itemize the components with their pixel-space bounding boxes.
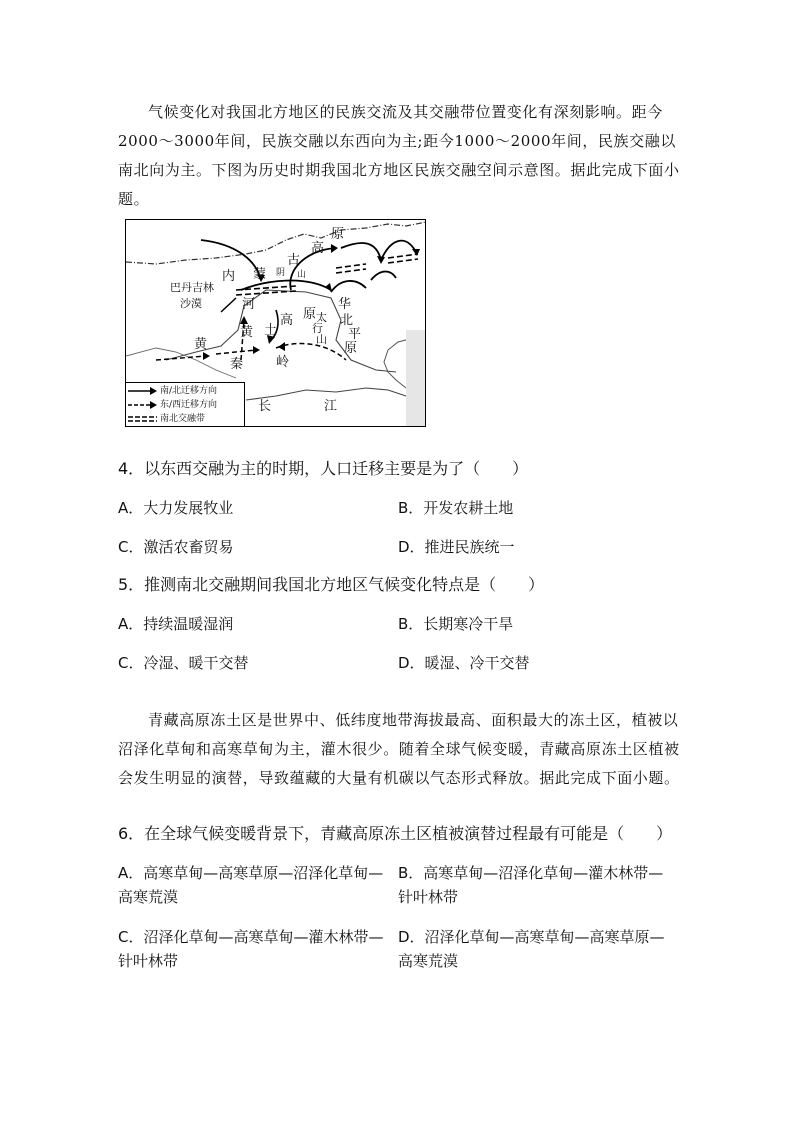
question-5-option-d[interactable]: D．暖湿、冷干交替 xyxy=(398,654,530,672)
map-label: 原 xyxy=(344,341,358,356)
ew-arrow-1 xyxy=(156,356,206,360)
question-6-option-b[interactable]: B．高寒草甸—沼泽化草甸—灌木林带—针叶林带 xyxy=(398,864,664,906)
map-label: 岭 xyxy=(276,355,290,370)
map-label: 山 xyxy=(297,270,307,280)
ns-arrow-6 xyxy=(331,281,366,292)
map-label: 山 xyxy=(316,333,327,346)
map-label: 蒙 xyxy=(253,267,267,282)
fusion-belt-3 xyxy=(388,254,418,263)
map-label: 行 xyxy=(312,322,323,335)
ns-arrow-9 xyxy=(221,298,236,312)
map-label: 平 xyxy=(348,327,362,342)
map-label: 河 xyxy=(242,297,256,312)
map-label: 内 xyxy=(222,269,236,284)
map-label: 土 xyxy=(264,323,278,338)
legend-label-ns: 南/北迁移方向 xyxy=(160,386,218,396)
ew-arrow-2 xyxy=(216,350,256,354)
province-line xyxy=(126,348,236,378)
question-6-stem: 6．在全球气候变暖背景下，青藏高原冻土区植被演替过程最有可能是（ ） xyxy=(118,824,673,843)
question-6-option-a[interactable]: A．高寒草甸—高寒草原—沼泽化草甸—高寒荒漠 xyxy=(118,864,384,906)
legend-label-ew: 东/西迁移方向 xyxy=(160,400,218,410)
map-label: 阴 xyxy=(276,268,286,278)
intro-paragraph-2: 青藏高原冻土区是世界中、低纬度地带海拔最高、面积最大的冻土区，植被以沼泽化草甸和高寒草甸为主，灌木很少。随着全球气候变暖，青藏高原冻土区植被会发生明显的演替，导致蕴藏的大量有机碳以气态形式释放。据此完成下面小题。 xyxy=(118,711,680,787)
question-4-option-d[interactable]: D．推进民族统一 xyxy=(398,538,515,556)
ns-arrow-7 xyxy=(371,272,396,281)
map-legend xyxy=(126,382,245,427)
map-label: 黄 xyxy=(194,337,208,352)
question-4-stem: 4．以东西交融为主的时期，人口迁移主要是为了（ ） xyxy=(118,459,529,478)
map-label: 原 xyxy=(331,227,345,242)
question-4-option-a[interactable]: A．大力发展牧业 xyxy=(118,499,234,517)
map-label: 北 xyxy=(340,313,354,328)
legend-label-belt: 南北交融带 xyxy=(160,414,206,424)
question-5-option-b[interactable]: B．长期寒冷干旱 xyxy=(398,615,514,633)
map-label: 古 xyxy=(287,253,301,268)
map-label: 高 xyxy=(280,313,294,328)
map-label: 秦 xyxy=(230,357,244,372)
map-label: 黄 xyxy=(240,325,254,340)
intro-paragraph-1: 气候变化对我国北方地区的民族交流及其交融带位置变化有深刻影响。距今2000～3000年间，民族交融以东西向为主;距今1000～2000年间，民族交融以南北向为主。下图为历史时期我国北方地区民族交融空间示意图。据此完成下面小题。 xyxy=(118,103,680,208)
map-label: 华 xyxy=(338,297,352,312)
question-5-option-a[interactable]: A．持续温暖湿润 xyxy=(118,615,234,633)
ns-arrow-4 xyxy=(341,243,381,260)
map-label: 沙漠 xyxy=(180,297,202,310)
map-label: 巴丹吉林 xyxy=(170,281,214,294)
map-label: 太 xyxy=(316,311,327,324)
question-5-option-c[interactable]: C．冷湿、暖干交替 xyxy=(118,654,249,672)
map-label: 长 xyxy=(258,399,272,414)
migration-map xyxy=(125,219,426,427)
question-4-option-b[interactable]: B．开发农耕土地 xyxy=(398,499,514,517)
fusion-belt-2 xyxy=(336,264,366,273)
map-label: 江 xyxy=(324,399,338,414)
question-5-stem: 5．推测南北交融期间我国北方地区气候变化特点是（ ） xyxy=(118,575,545,594)
map-label: 高 xyxy=(311,241,325,256)
question-4-option-c[interactable]: C．激活农畜贸易 xyxy=(118,538,234,556)
map-label: 原 xyxy=(303,307,317,322)
question-6-option-c[interactable]: C．沼泽化草甸—高寒草甸—灌木林带—针叶林带 xyxy=(118,928,384,970)
question-6-option-d[interactable]: D．沼泽化草甸—高寒草甸—高寒草原—高寒荒漠 xyxy=(398,928,665,970)
